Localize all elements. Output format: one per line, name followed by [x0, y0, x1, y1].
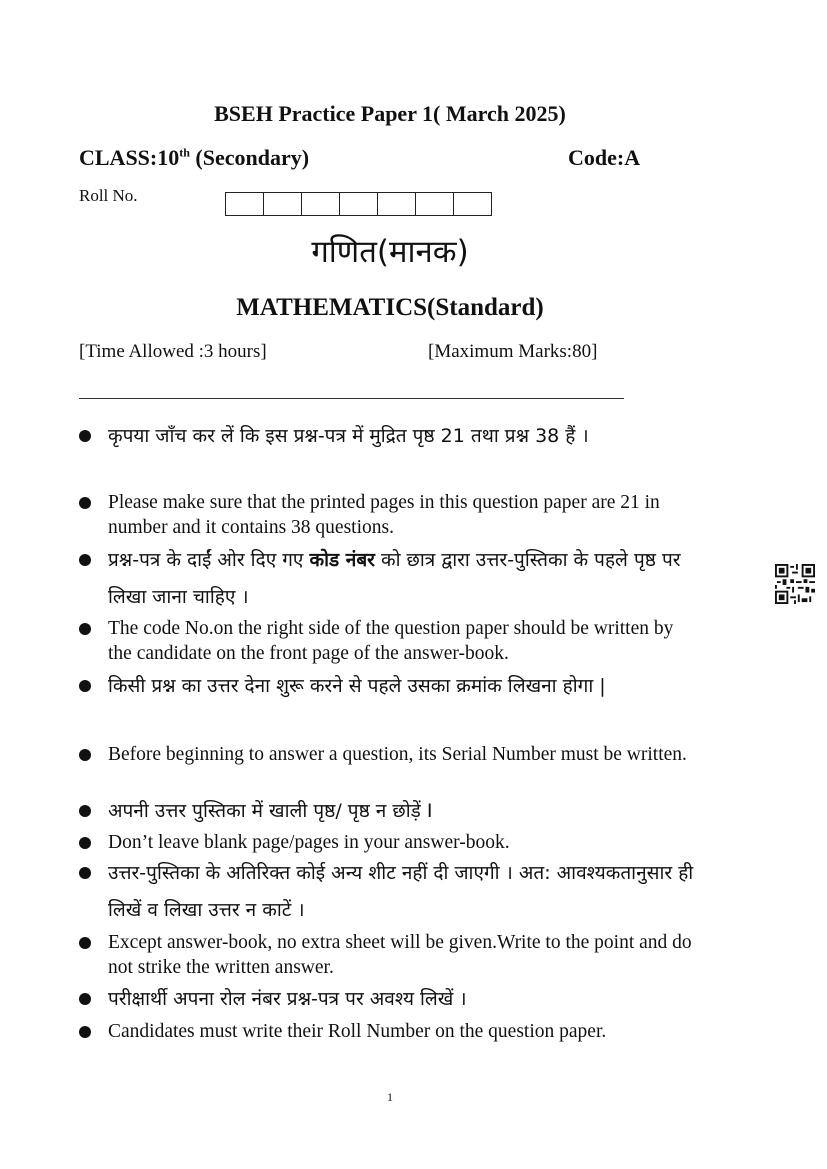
roll-number-boxes[interactable] [225, 192, 492, 216]
instruction-text: Before beginning to answer a question, its Serial Number must be written. [108, 744, 687, 765]
class-label: CLASS:10th (Secondary) [79, 145, 310, 170]
bullet-icon [79, 430, 91, 442]
bullet-icon [79, 867, 91, 879]
bullet-icon [79, 993, 91, 1005]
instruction-item [79, 542, 699, 616]
instruction-item [79, 830, 699, 855]
bullet-icon [79, 837, 91, 849]
instruction-text: किसी प्रश्न का उत्तर देना शुरू करने से पहले उसका क्रमांक लिखना होगा | [108, 675, 606, 697]
instruction-item [79, 616, 699, 666]
roll-number-label: Roll No. [79, 186, 138, 205]
instruction-item [79, 981, 699, 1018]
time-allowed: [Time Allowed :3 hours] [79, 341, 267, 362]
code-number-emphasis: कोड नंबर [309, 549, 375, 571]
instruction-item [79, 490, 699, 540]
bullet-icon [79, 554, 91, 566]
subject-title-hindi: गणित(मानक) [311, 234, 469, 270]
maximum-marks: [Maximum Marks:80] [428, 341, 598, 362]
divider-line [79, 398, 624, 399]
qr-code-icon [775, 564, 815, 604]
bullet-icon [79, 937, 91, 949]
bullet-icon [79, 497, 91, 509]
roll-digit-box[interactable] [454, 193, 491, 215]
instruction-text: कृपया जाँच कर लें कि इस प्रश्न-पत्र में मुद्रित पृष्ठ 21 तथा प्रश्न 38 हैं । [108, 425, 589, 447]
roll-digit-box[interactable] [226, 193, 264, 215]
roll-digit-box[interactable] [340, 193, 378, 215]
instruction-item [79, 793, 699, 830]
roll-digit-box[interactable] [416, 193, 454, 215]
paper-title: BSEH Practice Paper 1( March 2025) [214, 101, 566, 126]
bullet-icon [79, 680, 91, 692]
roll-digit-box[interactable] [264, 193, 302, 215]
instruction-text: प्रश्न-पत्र के दाईं ओर दिए गए कोड नंबर को छात्र द्वारा उत्तर-पुस्तिका के पहले पृष्ठ पर लिखा जाना चाहिए । [108, 549, 681, 608]
roll-digit-box[interactable] [378, 193, 416, 215]
instruction-text: Candidates must write their Roll Number on the question paper. [108, 1021, 607, 1042]
instruction-item [79, 418, 699, 455]
instruction-item [79, 855, 699, 929]
bullet-icon [79, 623, 91, 635]
roll-digit-box[interactable] [302, 193, 340, 215]
bullet-icon [79, 1026, 91, 1038]
instruction-item [79, 668, 699, 705]
instruction-item [79, 1019, 699, 1044]
paper-code: Code:A [568, 145, 641, 170]
instruction-text: The code No.on the right side of the question paper should be written by the candidate on the front page of the answer-book. [108, 618, 674, 664]
instruction-text: परीक्षार्थी अपना रोल नंबर प्रश्न-पत्र पर अवश्य लिखें । [108, 988, 467, 1010]
instruction-text: Please make sure that the printed pages in this question paper are 21 in number and it contains 38 questions. [108, 492, 660, 538]
page-number: 1 [387, 1090, 393, 1104]
instruction-text: उत्तर-पुस्तिका के अतिरिक्त कोई अन्य शीट नहीं दी जाएगी । अत: आवश्यकतानुसार ही लिखें व लिखा उत्तर न काटें । [108, 862, 694, 921]
bullet-icon [79, 749, 91, 761]
subject-title-english: MATHEMATICS(Standard) [236, 294, 544, 321]
instruction-text: अपनी उत्तर पुस्तिका में खाली पृष्ठ/ पृष्ठ न छोड़ें I [108, 800, 433, 822]
instruction-item [79, 742, 699, 767]
instruction-text: Except answer-book, no extra sheet will be given.Write to the point and do not strike the written answer. [108, 932, 692, 978]
bullet-icon [79, 805, 91, 817]
instruction-text: Don’t leave blank page/pages in your answer-book. [108, 832, 510, 853]
instruction-item [79, 930, 699, 980]
